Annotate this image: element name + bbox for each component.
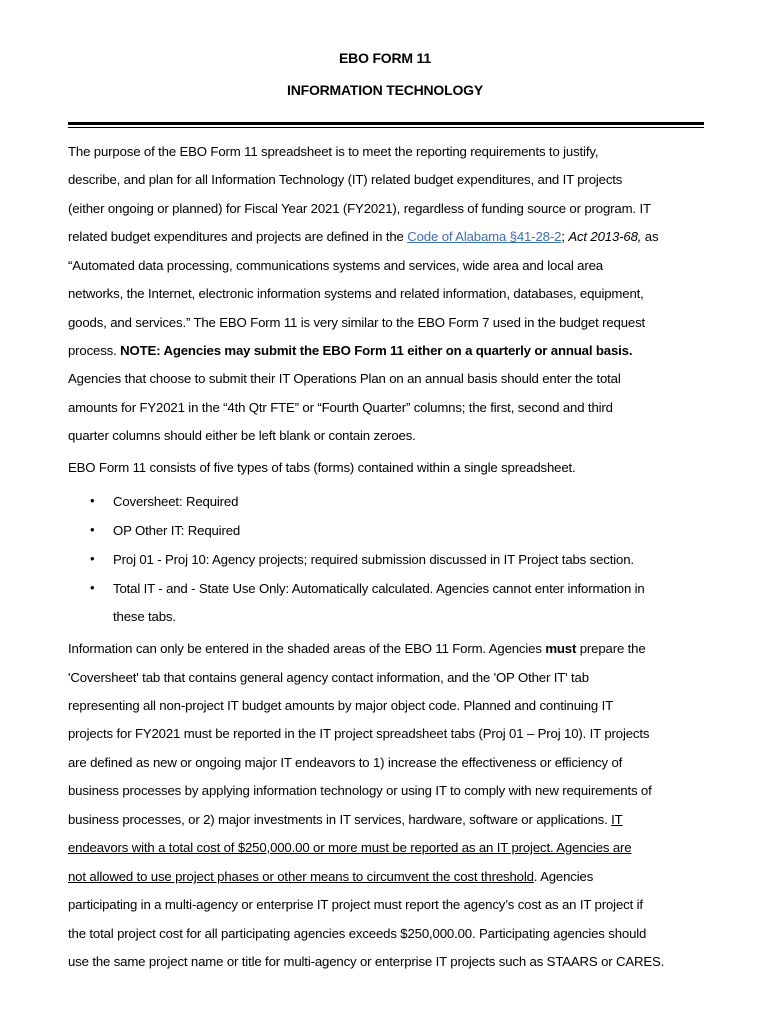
para3-line: business processes by applying information technology or using IT to comply with new requirements of	[68, 783, 652, 798]
note-text: NOTE: Agencies may submit the EBO Form 11 either on a quarterly or annual basis.	[120, 343, 633, 358]
para1-line: quarter columns should either be left blank or contain zeroes.	[68, 428, 416, 443]
para3-line	[68, 641, 708, 656]
para3-text: . Agencies	[533, 869, 594, 884]
form-subtitle: INFORMATION TECHNOLOGY	[287, 82, 483, 98]
para3-line: representing all non-project IT budget amounts by major object code. Planned and continuing IT	[68, 698, 614, 713]
para3-line: the total project cost for all participating agencies exceeds $250,000.00. Participating agencies should	[68, 926, 647, 941]
para3-line: are defined as new or ongoing major IT endeavors to 1) increase the effectiveness or efficiency of	[68, 755, 623, 770]
para1-line	[68, 229, 708, 244]
bullet-item: OP Other IT: Required	[113, 523, 241, 538]
bullet-marker: •	[90, 580, 95, 595]
para3-line	[68, 869, 708, 884]
code-of-alabama-link[interactable]: Code of Alabama §41-28-2	[407, 229, 562, 244]
title-rule-thick	[68, 122, 704, 125]
para1-line: (either ongoing or planned) for Fiscal Year 2021 (FY2021), regardless of funding source or program. IT	[68, 201, 651, 216]
bullet-item: Coversheet: Required	[113, 494, 239, 509]
para3-line: participating in a multi-agency or enterprise IT project must report the agency’s cost as an IT project if	[68, 897, 643, 912]
bullet-marker: •	[90, 522, 95, 537]
form-title: EBO FORM 11	[339, 50, 431, 66]
bullet-item-continuation: these tabs.	[113, 609, 176, 624]
para3-line	[68, 840, 708, 855]
separator: ;	[561, 229, 569, 244]
threshold-statement: IT	[611, 812, 623, 827]
para3-text: Information can only be entered in the shaded areas of the EBO 11 Form. Agencies	[68, 641, 546, 656]
para3-text: business processes, or 2) major investments in IT services, hardware, software or applications.	[68, 812, 612, 827]
bullet-item: Proj 01 - Proj 10: Agency projects; required submission discussed in IT Project tabs section.	[113, 552, 634, 567]
para1-text: related budget expenditures and projects are defined in the	[68, 229, 408, 244]
bullet-marker: •	[90, 493, 95, 508]
para3-line: projects for FY2021 must be reported in the IT project spreadsheet tabs (Proj 01 – Proj 10). IT projects	[68, 726, 650, 741]
emphasis-must: must	[545, 641, 577, 656]
para1-line: “Automated data processing, communications systems and services, wide area and local area	[68, 258, 603, 273]
para1-text: process.	[68, 343, 121, 358]
para1-line	[68, 343, 708, 358]
bullet-item: Total IT - and - State Use Only: Automatically calculated. Agencies cannot enter information in	[113, 581, 645, 596]
para1-line: networks, the Internet, electronic information systems and related information, databases, equipment,	[68, 286, 644, 301]
para3-line	[68, 812, 708, 827]
bullet-marker: •	[90, 551, 95, 566]
para1-text: as	[641, 229, 659, 244]
title-rule-thin	[68, 127, 704, 128]
para1-line: goods, and services.” The EBO Form 11 is very similar to the EBO Form 7 used in the budget request	[68, 315, 646, 330]
act-reference: Act 2013-68,	[568, 229, 642, 244]
tabs-intro: EBO Form 11 consists of five types of tabs (forms) contained within a single spreadsheet.	[68, 460, 576, 475]
para1-line: describe, and plan for all Information Technology (IT) related budget expenditures, and IT projects	[68, 172, 623, 187]
para3-line: use the same project name or title for multi-agency or enterprise IT projects such as STAARS or CARES.	[68, 954, 665, 969]
threshold-statement: not allowed to use project phases or other means to circumvent the cost threshold	[68, 869, 534, 884]
para1-line: The purpose of the EBO Form 11 spreadsheet is to meet the reporting requirements to justify,	[68, 144, 599, 159]
threshold-statement: endeavors with a total cost of $250,000.00 or more must be reported as an IT project. Agencies are	[68, 840, 632, 855]
para1-line: amounts for FY2021 in the “4th Qtr FTE” or “Fourth Quarter” columns; the first, second and third	[68, 400, 613, 415]
para3-line: 'Coversheet' tab that contains general agency contact information, and the 'OP Other IT' tab	[68, 670, 589, 685]
para3-text: prepare the	[576, 641, 646, 656]
para1-line: Agencies that choose to submit their IT Operations Plan on an annual basis should enter the total	[68, 371, 621, 386]
